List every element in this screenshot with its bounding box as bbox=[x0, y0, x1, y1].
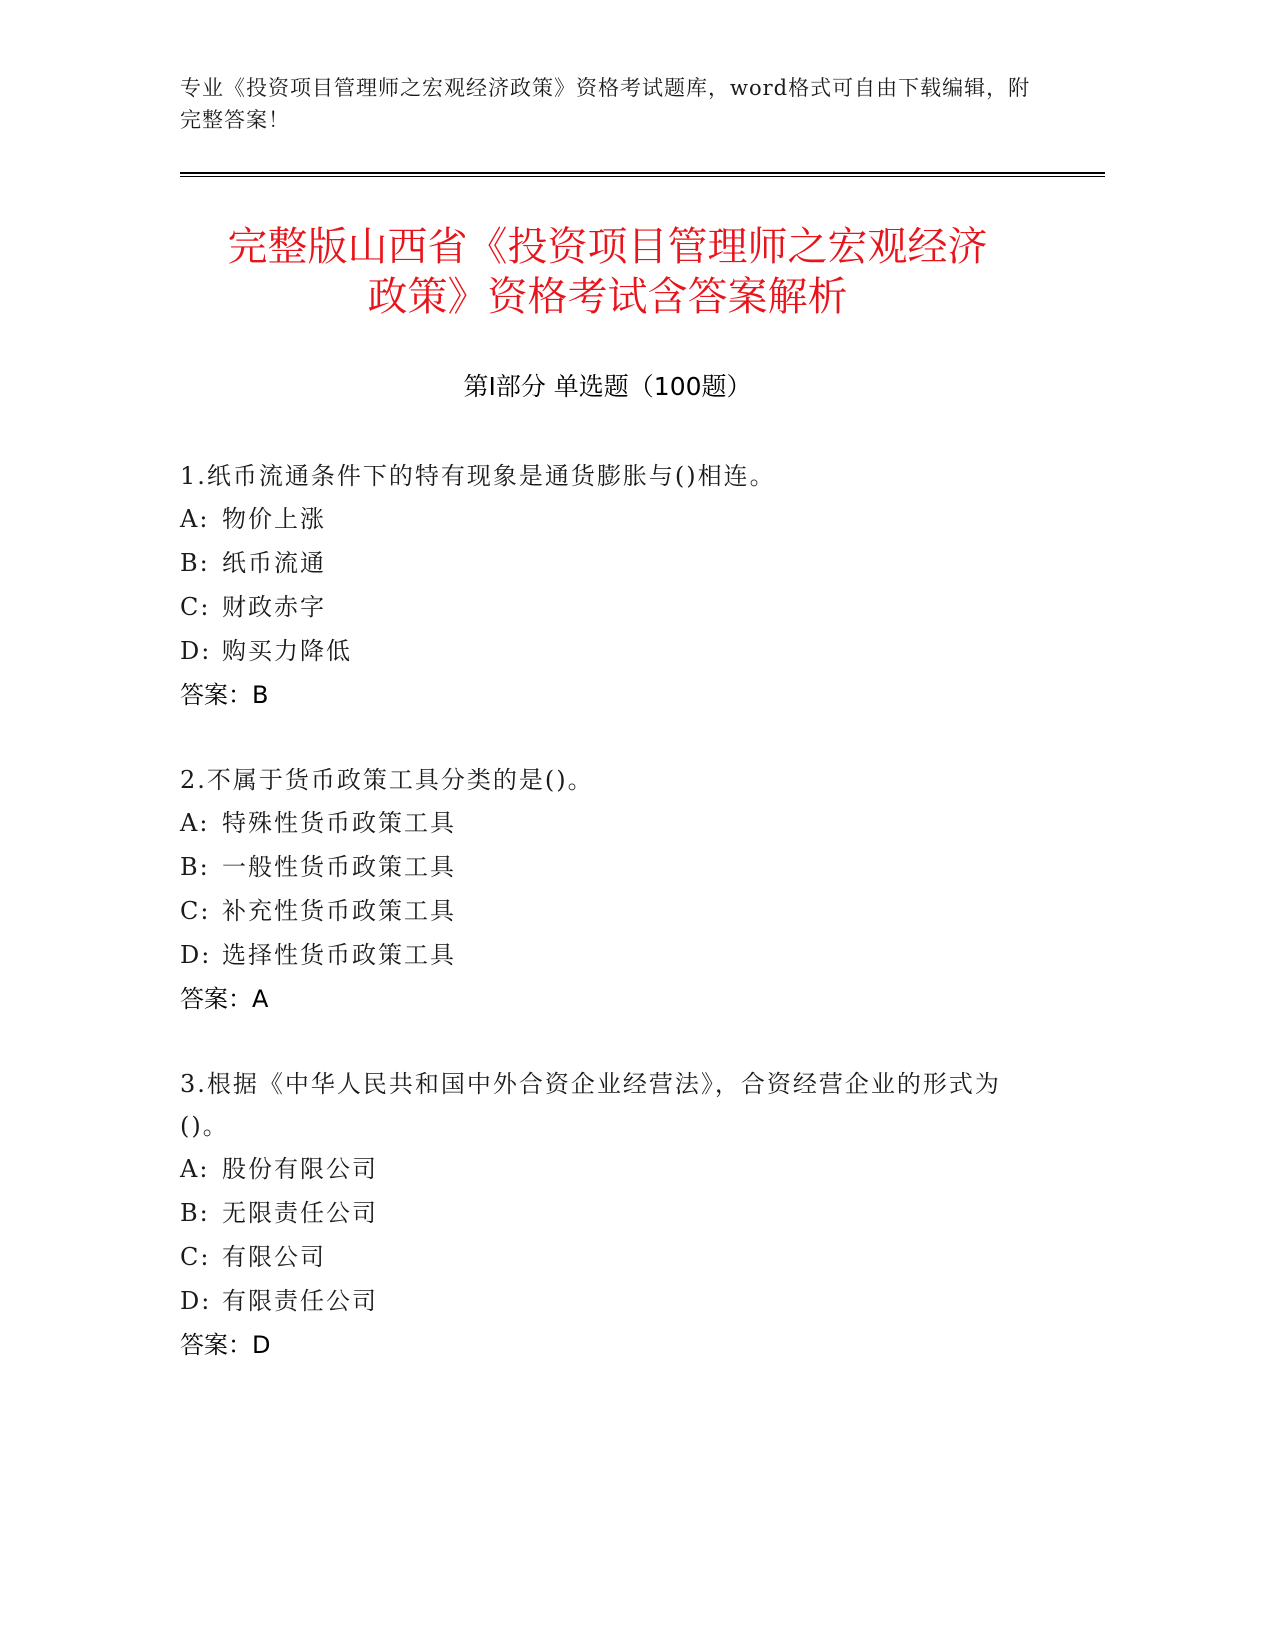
question-1 bbox=[180, 455, 1040, 717]
option-letter: A: bbox=[180, 1155, 210, 1183]
option-letter: B: bbox=[180, 549, 210, 577]
header-divider-thick bbox=[180, 172, 1105, 174]
option-a bbox=[180, 801, 1040, 845]
option-text: 补充性货币政策工具 bbox=[222, 897, 456, 925]
answer: 答案：A bbox=[180, 985, 269, 1013]
option-a bbox=[180, 1147, 1040, 1191]
question-3 bbox=[180, 1063, 1040, 1367]
question-stem: 3.根据《中华人民共和国中外合资企业经营法》，合资经营企业的形式为()。 bbox=[180, 1070, 1001, 1140]
option-b bbox=[180, 1191, 1040, 1235]
option-letter: C: bbox=[180, 1243, 211, 1271]
question-2 bbox=[180, 759, 1040, 1021]
question-stem: 2.不属于货币政策工具分类的是()。 bbox=[180, 766, 594, 794]
option-letter: D: bbox=[180, 637, 212, 665]
option-text: 一般性货币政策工具 bbox=[222, 853, 456, 881]
option-c bbox=[180, 1235, 1040, 1279]
option-text: 选择性货币政策工具 bbox=[222, 941, 456, 969]
option-letter: D: bbox=[180, 1287, 212, 1315]
option-letter: B: bbox=[180, 853, 210, 881]
option-a bbox=[180, 497, 1040, 541]
option-text: 购买力降低 bbox=[222, 637, 352, 665]
question-list bbox=[180, 455, 1040, 1409]
option-text: 特殊性货币政策工具 bbox=[222, 809, 456, 837]
option-letter: A: bbox=[180, 809, 210, 837]
header-divider-thin bbox=[180, 176, 1105, 177]
section-title: 第Ⅰ部分 单选题（100题） bbox=[463, 372, 752, 401]
question-stem: 1.纸币流通条件下的特有现象是通货膨胀与()相连。 bbox=[180, 462, 776, 490]
option-d bbox=[180, 629, 1040, 673]
answer: 答案：D bbox=[180, 1331, 271, 1359]
option-letter: C: bbox=[180, 593, 211, 621]
answer: 答案：B bbox=[180, 681, 269, 709]
option-letter: B: bbox=[180, 1199, 210, 1227]
option-letter: C: bbox=[180, 897, 211, 925]
document-title-line-2: 政策》资格考试含答案解析 bbox=[367, 274, 848, 320]
header-note: 专业《投资项目管理师之宏观经济政策》资格考试题库，word格式可自由下载编辑，附完整答案！ bbox=[180, 76, 1031, 132]
option-text: 财政赤字 bbox=[222, 593, 326, 621]
option-letter: D: bbox=[180, 941, 212, 969]
option-text: 无限责任公司 bbox=[222, 1199, 378, 1227]
document-title bbox=[160, 222, 1055, 322]
option-letter: A: bbox=[180, 505, 210, 533]
option-c bbox=[180, 889, 1040, 933]
option-b bbox=[180, 541, 1040, 585]
option-text: 纸币流通 bbox=[222, 549, 326, 577]
option-text: 股份有限公司 bbox=[222, 1155, 378, 1183]
option-c bbox=[180, 585, 1040, 629]
option-text: 物价上涨 bbox=[222, 505, 326, 533]
option-d bbox=[180, 933, 1040, 977]
option-b bbox=[180, 845, 1040, 889]
option-text: 有限责任公司 bbox=[222, 1287, 378, 1315]
document-title-line-1: 完整版山西省《投资项目管理师之宏观经济 bbox=[227, 224, 988, 270]
option-text: 有限公司 bbox=[222, 1243, 326, 1271]
option-d bbox=[180, 1279, 1040, 1323]
